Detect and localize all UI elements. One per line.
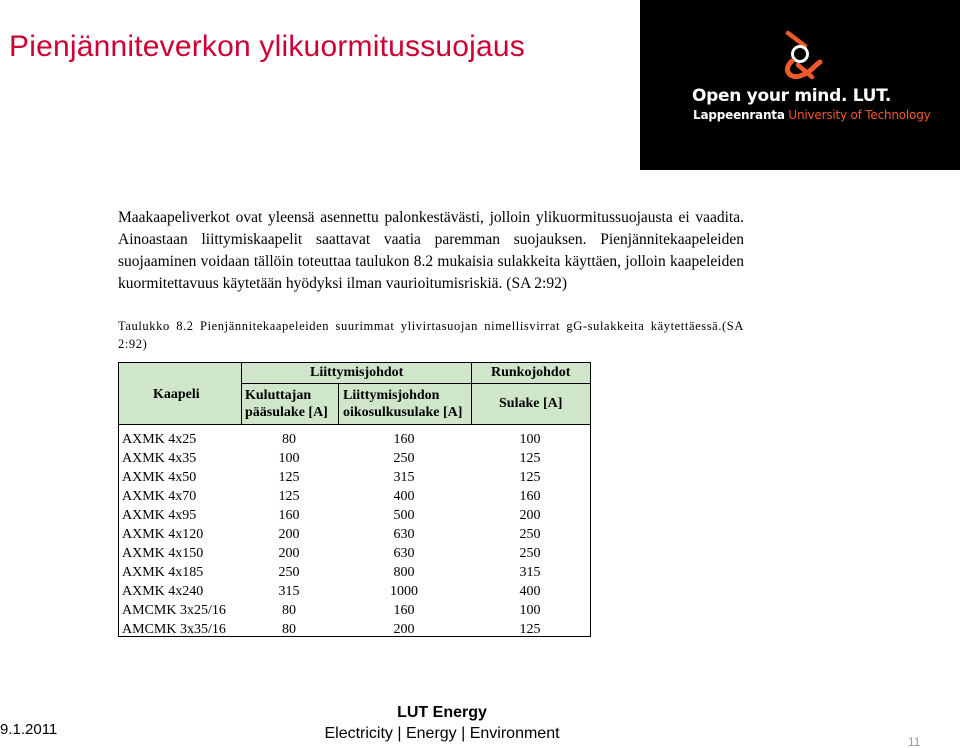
header-sulake: Sulake [A] bbox=[499, 396, 563, 411]
ampersand-logo-icon bbox=[778, 30, 824, 80]
header-liittymisjohdot: Liittymisjohdot bbox=[310, 365, 404, 380]
cell-cable: AXMK 4x50 bbox=[122, 470, 197, 485]
header-subdivider bbox=[471, 383, 591, 384]
cell-trunk-fuse: 315 bbox=[519, 565, 541, 580]
header-runkojohdot: Runkojohdot bbox=[491, 365, 571, 380]
table-row bbox=[119, 563, 590, 582]
logo-city: Lappeenranta bbox=[693, 108, 785, 122]
footer-brand: LUT Energy bbox=[397, 704, 487, 721]
cell-main-fuse: 315 bbox=[278, 584, 300, 599]
table-row bbox=[119, 601, 590, 620]
cell-cable: AXMK 4x120 bbox=[122, 527, 204, 542]
fuse-table-body bbox=[118, 425, 591, 637]
cell-trunk-fuse: 250 bbox=[519, 546, 541, 561]
page-number: 11 bbox=[908, 735, 921, 748]
footer-date: 9.1.2011 bbox=[0, 721, 58, 738]
cell-main-fuse: 80 bbox=[282, 432, 296, 447]
cell-sc-fuse: 315 bbox=[393, 470, 415, 485]
cell-cable: AXMK 4x35 bbox=[122, 451, 197, 466]
cell-main-fuse: 160 bbox=[278, 508, 300, 523]
cell-cable: AXMK 4x70 bbox=[122, 489, 197, 504]
cell-cable: AXMK 4x95 bbox=[122, 508, 197, 523]
table-caption: Taulukko 8.2 Pienjännitekaapeleiden suurimmat ylivirtasuojan nimellisvirrat gG-sulakkeita käytettäessä.(SA 2:92) bbox=[118, 319, 744, 351]
cell-cable: AXMK 4x240 bbox=[122, 584, 204, 599]
cell-cable: AXMK 4x25 bbox=[122, 432, 197, 447]
cell-trunk-fuse: 160 bbox=[519, 489, 541, 504]
header-kaapeli: Kaapeli bbox=[153, 387, 200, 402]
table-header bbox=[118, 362, 591, 425]
cell-sc-fuse: 1000 bbox=[390, 584, 418, 599]
logo-university-name: University of Technology bbox=[788, 108, 931, 122]
table-row bbox=[119, 430, 590, 449]
cell-main-fuse: 125 bbox=[278, 489, 300, 504]
table-row bbox=[119, 525, 590, 544]
footer-tagline: Electricity | Energy | Environment bbox=[324, 725, 560, 742]
cell-sc-fuse: 200 bbox=[393, 622, 415, 637]
table-row bbox=[119, 620, 590, 639]
header-divider bbox=[241, 363, 242, 424]
lut-logo bbox=[640, 0, 960, 170]
cell-main-fuse: 80 bbox=[282, 622, 296, 637]
logo-university bbox=[693, 108, 931, 122]
cell-cable: AMCMK 3x25/16 bbox=[122, 603, 226, 618]
cell-main-fuse: 200 bbox=[278, 546, 300, 561]
header-kuluttajan-1: Kuluttajan bbox=[245, 388, 312, 403]
cell-trunk-fuse: 125 bbox=[519, 470, 541, 485]
cell-sc-fuse: 800 bbox=[393, 565, 415, 580]
cell-trunk-fuse: 100 bbox=[519, 432, 541, 447]
header-kuluttajan-2: pääsulake [A] bbox=[245, 405, 328, 420]
table-row bbox=[119, 582, 590, 601]
table-row bbox=[119, 449, 590, 468]
table-row bbox=[119, 506, 590, 525]
cell-trunk-fuse: 100 bbox=[519, 603, 541, 618]
cell-main-fuse: 200 bbox=[278, 527, 300, 542]
slide-title: Pienjänniteverkon ylikuormitussuojaus bbox=[9, 30, 525, 63]
cell-sc-fuse: 630 bbox=[393, 527, 415, 542]
cell-main-fuse: 80 bbox=[282, 603, 296, 618]
cell-sc-fuse: 500 bbox=[393, 508, 415, 523]
logo-tagline: Open your mind. LUT. bbox=[692, 86, 892, 106]
cell-trunk-fuse: 125 bbox=[519, 622, 541, 637]
header-subdivider bbox=[241, 383, 471, 384]
cell-sc-fuse: 250 bbox=[393, 451, 415, 466]
cell-sc-fuse: 160 bbox=[393, 603, 415, 618]
cell-cable: AMCMK 3x35/16 bbox=[122, 622, 226, 637]
table-row bbox=[119, 487, 590, 506]
cell-cable: AXMK 4x185 bbox=[122, 565, 204, 580]
cell-trunk-fuse: 200 bbox=[519, 508, 541, 523]
cell-trunk-fuse: 250 bbox=[519, 527, 541, 542]
header-liittymisjohdon-2: oikosulkusulake [A] bbox=[343, 405, 463, 420]
cell-sc-fuse: 630 bbox=[393, 546, 415, 561]
cell-trunk-fuse: 125 bbox=[519, 451, 541, 466]
cell-trunk-fuse: 400 bbox=[519, 584, 541, 599]
header-divider bbox=[471, 363, 472, 424]
cell-sc-fuse: 160 bbox=[393, 432, 415, 447]
intro-paragraph: Maakaapeliverkot ovat yleensä asennettu palonkestävästi, jolloin ylikuormitussuojausta ei vaadita. Ainoastaan liittymiskaapelit saattavat vaatia paremman suojauksen. Pienjännitekaapeleiden suojaaminen voidaan tällöin toteuttaa taulukon 8.2 mukaisia sulakkeita käyttäen, jolloin kaapeleiden kuormitettavuus käytetään hyödyksi ilman vaurioitumisriskiä. (SA 2:92) bbox=[118, 209, 744, 292]
cell-cable: AXMK 4x150 bbox=[122, 546, 204, 561]
cell-main-fuse: 100 bbox=[278, 451, 300, 466]
header-liittymisjohdon-1: Liittymisjohdon bbox=[343, 388, 440, 403]
cell-sc-fuse: 400 bbox=[393, 489, 415, 504]
header-subdivider-v bbox=[338, 383, 339, 424]
table-row bbox=[119, 544, 590, 563]
table-row bbox=[119, 468, 590, 487]
cell-main-fuse: 250 bbox=[278, 565, 300, 580]
footer-brand-block bbox=[300, 702, 584, 744]
cell-main-fuse: 125 bbox=[278, 470, 300, 485]
